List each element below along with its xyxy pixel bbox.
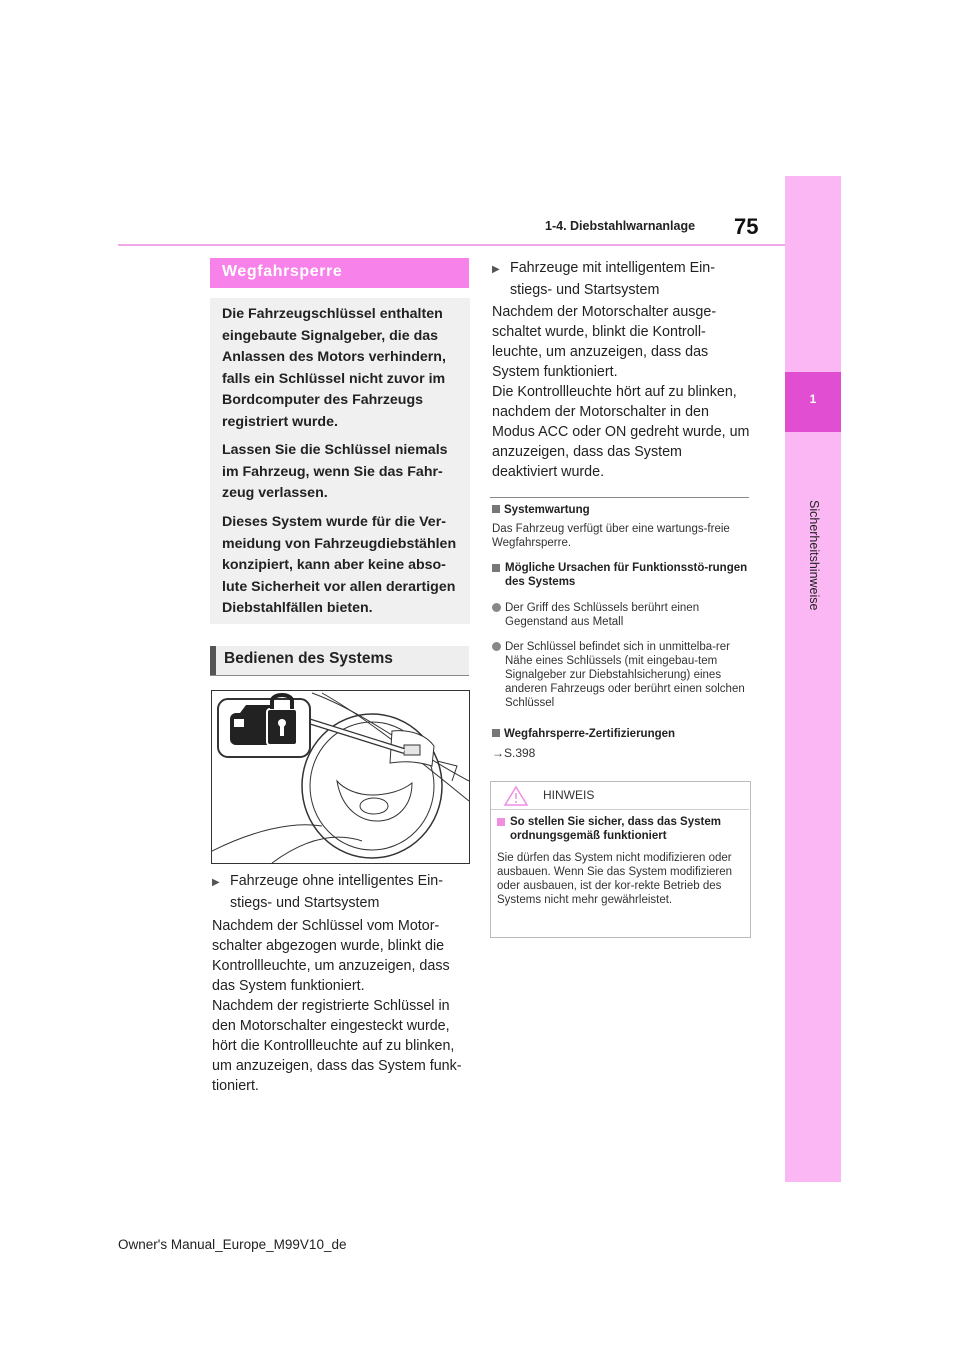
cause-item-metal: Der Griff des Schlüssels berührt einen Gegenstand aus Metall bbox=[492, 601, 750, 629]
notice-divider bbox=[491, 809, 749, 810]
side-tab bbox=[785, 176, 841, 1182]
paragraph-2: Nachdem der registrierte Schlüssel in den Motorschalter eingesteckt wurde, hört die Kontrollleuchte auf zu blinken, um anzuzeigen, dass das System funk-tioniert. bbox=[212, 998, 462, 1094]
bullet-without-smart-entry bbox=[212, 870, 468, 914]
page-reference-link[interactable]: →S.398 bbox=[492, 746, 536, 760]
paragraph-4: Die Kontrollleuchte hört auf zu blinken, nachdem der Motorschalter in den Modus ACC oder ON gedreht wurde, um anzuzeigen, dass das System deaktiviert wurde. bbox=[492, 384, 750, 480]
square-bullet-icon bbox=[492, 564, 500, 572]
bullet-text: Fahrzeuge mit intelligentem Ein-stiegs- und Startsystem bbox=[510, 260, 716, 298]
heading-bar bbox=[210, 646, 216, 676]
info-divider bbox=[490, 497, 749, 498]
subsection-heading-bedienen bbox=[210, 646, 469, 676]
bullet-with-smart-entry bbox=[492, 257, 748, 301]
subsection-heading-text: Bedienen des Systems bbox=[224, 650, 393, 667]
notice-heading: So stellen Sie sicher, dass das System ordnungsgemäß funktioniert bbox=[497, 815, 742, 843]
cause-item-other-key: Der Schlüssel befindet sich in unmittelba-rer Nähe eines Schlüssels (mit eingebau-tem Signalgeber zur Diebstahlsicherung) eines anderen Fahrzeugs oder berührt einen solchen Schlüssel bbox=[492, 640, 750, 710]
square-bullet-icon bbox=[492, 729, 500, 737]
section-title: 1-4. Diebstahlwarnanlage bbox=[545, 219, 696, 233]
section-heading-wegfahrsperre bbox=[210, 258, 469, 288]
footer-text: Owner's Manual_Europe_M99V10_de bbox=[118, 1237, 347, 1252]
info-heading-ursachen: Mögliche Ursachen für Funktionsstö-rungen des Systems bbox=[492, 561, 750, 589]
warning-triangle-icon bbox=[503, 785, 529, 807]
intro-paragraph-2: Lassen Sie die Schlüssel niemals im Fahrzeug, wenn Sie das Fahr-zeug verlassen. bbox=[222, 442, 448, 502]
heading-underline bbox=[210, 675, 469, 676]
paragraph-1: Nachdem der Schlüssel vom Motor-schalter abgezogen wurde, blinkt die Kontrollleuchte, um anzuzeigen, dass das System funktioniert. bbox=[212, 918, 450, 994]
triangle-bullet-icon: ▶ bbox=[492, 264, 500, 275]
chapter-number: 1 bbox=[809, 392, 817, 406]
triangle-bullet-icon: ▶ bbox=[212, 877, 220, 888]
chapter-label: Sicherheitshinweise bbox=[807, 500, 821, 611]
notice-text: Sie dürfen das System nicht modifizieren oder ausbauen. Wenn Sie das System modifizieren oder ausbauen, ist der kor-rekte Betrieb des Systems nicht mehr gewährleistet. bbox=[497, 852, 733, 906]
dashboard-illustration bbox=[211, 690, 470, 864]
intro-box bbox=[210, 298, 470, 624]
notice-title: HINWEIS bbox=[543, 788, 595, 802]
page-number: 75 bbox=[734, 214, 759, 239]
circle-bullet-icon bbox=[492, 642, 501, 651]
steering-wheel-illustration bbox=[212, 691, 469, 863]
header-rule bbox=[118, 244, 785, 246]
intro-paragraph-1: Die Fahrzeugschlüssel enthalten eingebaute Signalgeber, die das Anlassen des Motors verhindern, falls ein Schlüssel nicht zuvor im Bordcomputer des Fahrzeugs registriert wurde. bbox=[222, 306, 446, 430]
info-heading-systemwartung: Systemwartung bbox=[492, 503, 750, 517]
bullet-text: Fahrzeuge ohne intelligentes Ein-stiegs- und Startsystem bbox=[230, 873, 444, 911]
info-text-systemwartung: Das Fahrzeug verfügt über eine wartungs-freie Wegfahrsperre. bbox=[492, 523, 730, 549]
section-heading-text: Wegfahrsperre bbox=[222, 263, 343, 280]
paragraph-3: Nachdem der Motorschalter ausge-schaltet wurde, blinkt die Kontroll-leuchte, um anzuzeigen, dass das System funktioniert. bbox=[492, 304, 717, 380]
circle-bullet-icon bbox=[492, 603, 501, 612]
info-heading-zertifizierungen: Wegfahrsperre-Zertifizierungen bbox=[492, 727, 750, 741]
square-bullet-icon bbox=[492, 505, 500, 513]
square-bullet-icon bbox=[497, 818, 505, 826]
intro-paragraph-3: Dieses System wurde für die Ver-meidung von Fahrzeugdiebstählen konzipiert, kann aber keine abso-lute Sicherheit vor allen derartigen Diebstahlfällen bieten. bbox=[222, 514, 457, 617]
